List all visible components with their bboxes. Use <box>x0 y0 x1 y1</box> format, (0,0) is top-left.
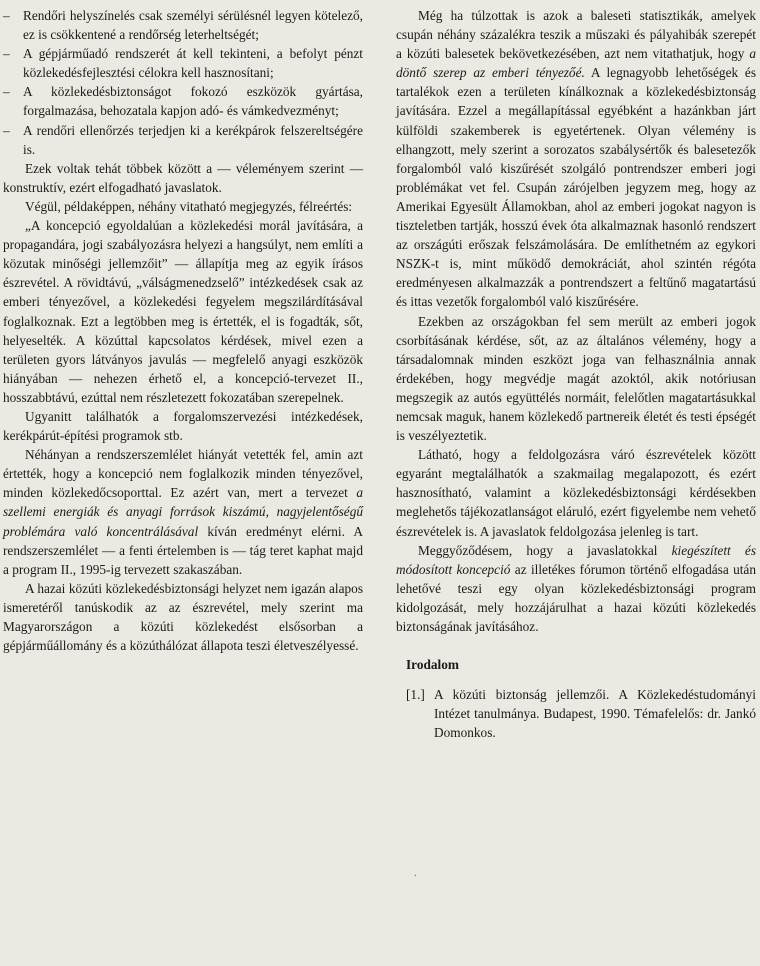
paragraph <box>396 6 756 312</box>
list-item <box>3 121 363 159</box>
text-run: Még ha túlzottak is azok a baleseti statisztikák, amelyek csupán néhány százalékra teszik a műszaki és pályahibák szerepét a közúti balesetek bekövetkezésében, azt nem vitathatjuk, hogy <box>396 8 756 62</box>
quoted-paragraph: „A koncepció egyoldalúan a közlekedési morál javítására, a propagandára, jogi szabályozásra helyezi a hangsúlyt, nem említi a közutak minőségi jellemzőit” — állapítja meg az egyik írásos észrevétel. A rövidtávú, „válságmenedzselő” intézkedések csak az emberi tényezővel, a közlekedési fegyelem megszilárdításával foglalkoznak. Ezt a legtöbben meg is értették, el is fogadták, sőt, helyeselték. A közúttal kapcsolatos kérdések, mivel ezen a területen gyors látványos javulás — megfelelő anyagi eszközök hiányában — nehezen érhető el, a koncepció-tervezet II., hosszabbtávú, ezúttal nem részletezett fokozatában szerepelnek. <box>3 218 363 405</box>
list-dash: – <box>3 46 10 62</box>
paragraph: A hazai közúti közlekedésbiztonsági helyzet nem igazán alapos ismeretéről tanúskodik az az észrevétel, mely szerint ma Magyarországon a közúti közlekedést elsősorban a gépjárműállomány és a közúthálózat állapota teszi életveszélyessé. <box>3 580 363 654</box>
paragraph <box>3 445 363 579</box>
text-run: Meggyőződésem, hogy a javaslatokkal <box>418 542 672 558</box>
text-run: A legnagyobb lehetőségek és tartalékok ezen a területen kínálkoznak a közlekedésbiztonság javítására. Ezzel a megállapítással egyébként a hazánkban járt külföldi szakemberek is egyetértenek. Olyan vélemény is elhangzott, mely szerint a sorozatos szabálysértők és balesetezők forgalomból való kiszűrését szolgáló pontrendszer emberi jogi problémákat vet fel. Csupán zárójelben jegyzem meg, hogy az Amerikai Egyesült Államokban, ahol az emberi jogokat nagyon is tiszteletben tartják, hosszú évek óta alkalmaznak hasonló rendszert az országúti erőszak felszámolására. De említhetném az egykori NSZK-t is, mint működő demokráciát, ahol szintén régóta eredményesen alkalmazzák a pontrendszert a feltűnő magatartású és ittas vezetők forgalomból való kiszűrésére. <box>396 65 756 310</box>
list-item <box>3 44 363 82</box>
text-run: Néhányan a rendszerszemlélet hiányát vetették fel, amin azt értették, hogy a koncepció nem foglalkozik minden tényezővel, minden közlekedőcsoporttal. Ez azért van, mert a tervezet <box>3 447 363 501</box>
text-run: kíván eredményt elérni. A rendszerszemlélet — a fenti értelemben is — tág teret kaphat majd a program II., 1995-ig tervezett szakaszában. <box>3 523 363 577</box>
list-item-text: A gépjárműadó rendszerét át kell tekinteni, a befolyt pénzt közlekedésfejlesztési célokra kell hasznosítani; <box>23 46 363 81</box>
emphasis-text: a szellemi energiák és anyagi források kiszámú, nagyjelentőségű problémára való koncentrálásával <box>3 485 363 539</box>
reference-text: A közúti biztonság jellemzői. A Közlekedéstudományi Intézet tanulmánya. Budapest, 1990. Témafelelős: dr. Jankó Domonkos. <box>434 687 756 741</box>
emphasis-text: kiegészített és módosított koncepció <box>396 542 756 577</box>
paragraph: Ugyanitt találhatók a forgalomszervezési intézkedések, kerékpárút-építési programok stb. <box>3 408 363 444</box>
list-item-text: Rendőri helyszínelés csak személyi sérülésnél legyen kötelező, ez is csökkentené a rendőrség leterheltségét; <box>23 8 363 43</box>
emphasis-text: a döntő szerep az emberi tényezőé. <box>396 46 756 81</box>
list-item <box>3 82 363 120</box>
list-dash: – <box>3 122 10 138</box>
list-item-text: A rendőri ellenőrzés terjedjen ki a kerékpárok felszereltségére is. <box>23 122 363 157</box>
right-column <box>396 6 756 742</box>
reference-item <box>396 685 756 742</box>
list-item <box>3 6 363 44</box>
references-heading: Irodalom <box>406 657 459 673</box>
list-item-text: A közlekedésbiztonságot fokozó eszközök gyártása, forgalmazása, behozatala kapjon adó- és vámkedvezményt; <box>23 84 363 119</box>
list-dash: – <box>3 8 10 23</box>
text-run: az illetékes fórumon történő elfogadása után lehetővé teszi egy olyan közlekedésbiztonsági program kidolgozását, mely hozzájárulhat a hazai közúti közlekedés biztonságának javításához. <box>396 561 756 634</box>
paragraph: Ezekben az országokban fel sem merült az emberi jogok csorbításának kérdése, sőt, az az általános vélemény, hogy a társadalomnak minden eszközt joga van felhasználnia annak érdekében, hogy megvédje magát azoktól, akik notóriusan megszegik az autós együttélés normáit, felelőtlen magatartásukkal nemcsak maguk, hanem közlekedő partnereik életét és testi épségét is veszélyeztetik. <box>396 313 756 444</box>
paragraph: Végül, példaképpen, néhány vitatható megjegyzés, félreértés: <box>25 198 353 214</box>
paragraph <box>396 541 756 636</box>
paragraph: Látható, hogy a feldolgozásra váró észrevételek között egyaránt megtalálhatók a szakmailag megalapozott, és ezért hasznosítható, valamint a közlekedésbiztonsági kérdésekben meglehetős tájékozatlanságot eláruló, ezért figyelembe nem vehető észrevételek is. A javaslatok feldolgozása jelenleg is tart. <box>396 447 756 539</box>
paragraph: Ezek voltak tehát többek között a — véleményem szerint —konstruktív, ezért elfogadható javaslatok. <box>3 160 363 195</box>
left-column <box>3 6 363 655</box>
stray-mark: . <box>414 868 417 879</box>
list-dash: – <box>3 84 10 100</box>
reference-number: [1.] <box>406 687 425 703</box>
